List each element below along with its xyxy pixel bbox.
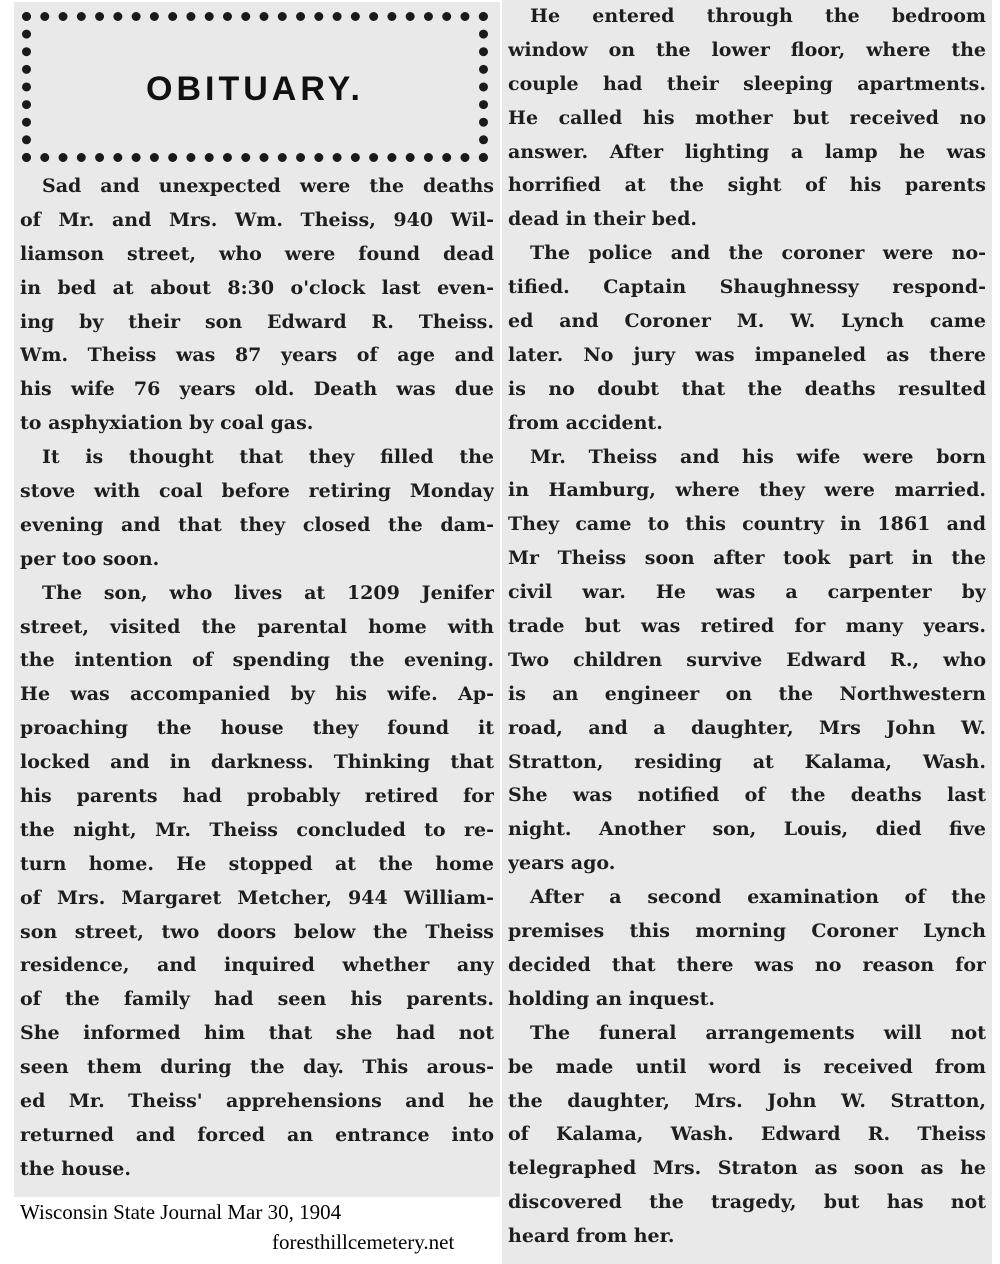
text-line: After a second examination of the xyxy=(530,886,986,909)
text-line: of Kalama, Wash. Edward R. Theiss xyxy=(508,1123,986,1146)
text-line: Stratton, residing at Kalama, Wash. xyxy=(508,750,986,773)
text-line: premises this morning Coroner Lynch xyxy=(508,920,986,943)
text-line: residence, and inquired whether any xyxy=(20,954,494,977)
text-line: answer. After lighting a lamp he was xyxy=(508,140,986,163)
text-line: ed and Coroner M. W. Lynch came xyxy=(508,310,986,333)
text-line: The police and the coroner were no- xyxy=(530,242,986,265)
text-line: She was notified of the deaths last xyxy=(508,784,986,807)
right-column-text xyxy=(508,0,986,1254)
text-line: tified. Captain Shaughnessy respond- xyxy=(508,276,986,299)
text-line: ing by their son Edward R. Theiss. xyxy=(20,310,494,333)
text-line: trade but was retired for many years. xyxy=(508,615,986,638)
text-line: road, and a daughter, Mrs John W. xyxy=(508,716,986,739)
headline: OBITUARY. xyxy=(146,70,364,108)
text-line: proaching the house they found it xyxy=(20,717,494,740)
right-column-clipping xyxy=(502,0,992,1264)
text-line: He was accompanied by his wife. Ap- xyxy=(20,683,494,706)
text-line: dead in their bed. xyxy=(508,208,698,231)
text-line: in bed at about 8:30 o'clock last even- xyxy=(20,276,494,299)
text-line: He entered through the bedroom xyxy=(530,5,986,27)
text-line: decided that there was no reason for xyxy=(508,953,986,976)
text-line: She informed him that she had not xyxy=(20,1022,494,1045)
text-line: later. No jury was impaneled as there xyxy=(508,343,986,366)
text-line: son street, two doors below the Theiss xyxy=(20,920,494,943)
text-line: the house. xyxy=(20,1157,131,1180)
left-column-text xyxy=(20,170,494,1187)
text-line: to asphyxiation by coal gas. xyxy=(20,412,314,435)
text-line: stove with coal before retiring Monday xyxy=(20,480,494,503)
text-line: The son, who lives at 1209 Jenifer xyxy=(42,581,494,604)
source-caption: Wisconsin State Journal Mar 30, 1904 xyxy=(20,1200,342,1224)
text-line: Wm. Theiss was 87 years of age and xyxy=(20,344,494,367)
text-line: ed Mr. Theiss' apprehensions and he xyxy=(20,1090,494,1113)
text-line: The funeral arrangements will not xyxy=(530,1021,986,1044)
left-column-clipping xyxy=(14,2,500,1197)
website-caption: foresthillcemetery.net xyxy=(272,1230,455,1254)
text-line: of Mrs. Margaret Metcher, 944 William- xyxy=(20,886,494,909)
text-line: returned and forced an entrance into xyxy=(20,1123,494,1146)
text-line: is no doubt that the deaths resulted xyxy=(508,377,986,400)
text-line: turn home. He stopped at the home xyxy=(20,852,494,875)
text-line: evening and that they closed the dam- xyxy=(20,513,494,536)
text-line: Two children survive Edward R., who xyxy=(508,648,986,671)
text-line: the intention of spending the evening. xyxy=(20,649,494,672)
text-line: civil war. He was a carpenter by xyxy=(508,581,986,604)
text-line: the night, Mr. Theiss concluded to re- xyxy=(20,818,494,841)
text-line: Mr Theiss soon after took part in the xyxy=(508,547,986,570)
text-line: It is thought that they filled the xyxy=(42,446,494,469)
text-line: street, visited the parental home with xyxy=(20,615,494,638)
text-line: discovered the tragedy, but has not xyxy=(508,1191,986,1214)
text-line: is an engineer on the Northwestern xyxy=(508,682,986,705)
text-line: heard from her. xyxy=(508,1225,675,1248)
text-line: horrified at the sight of his parents xyxy=(508,174,986,197)
text-line: of the family had seen his parents. xyxy=(20,988,494,1011)
text-line: his wife 76 years old. Death was due xyxy=(20,378,494,401)
text-line: night. Another son, Louis, died five xyxy=(508,818,986,841)
text-line: per too soon. xyxy=(20,547,160,570)
text-line: from accident. xyxy=(508,411,663,434)
text-line: telegraphed Mrs. Straton as soon as he xyxy=(508,1157,986,1180)
text-line: be made until word is received from xyxy=(508,1055,986,1078)
text-line: They came to this country in 1861 and xyxy=(508,513,986,536)
text-line: He called his mother but received no xyxy=(508,106,986,129)
text-line: of Mr. and Mrs. Wm. Theiss, 940 Wil- xyxy=(20,208,494,231)
text-line: in Hamburg, where they were married. xyxy=(508,479,986,502)
text-line: holding an inquest. xyxy=(508,987,715,1010)
text-line: couple had their sleeping apartments. xyxy=(508,72,986,95)
text-line: locked and in darkness. Thinking that xyxy=(20,751,494,774)
text-line: window on the lower floor, where the xyxy=(508,38,986,61)
headline-dotted-frame xyxy=(22,12,488,162)
text-line: Mr. Theiss and his wife were born xyxy=(530,445,986,468)
text-line: years ago. xyxy=(508,852,616,875)
text-line: liamson street, who were found dead xyxy=(20,242,494,265)
text-line: seen them during the day. This arous- xyxy=(20,1056,494,1079)
text-line: Sad and unexpected were the deaths xyxy=(42,175,494,197)
text-line: the daughter, Mrs. John W. Stratton, xyxy=(508,1089,986,1112)
text-line: his parents had probably retired for xyxy=(20,785,494,808)
